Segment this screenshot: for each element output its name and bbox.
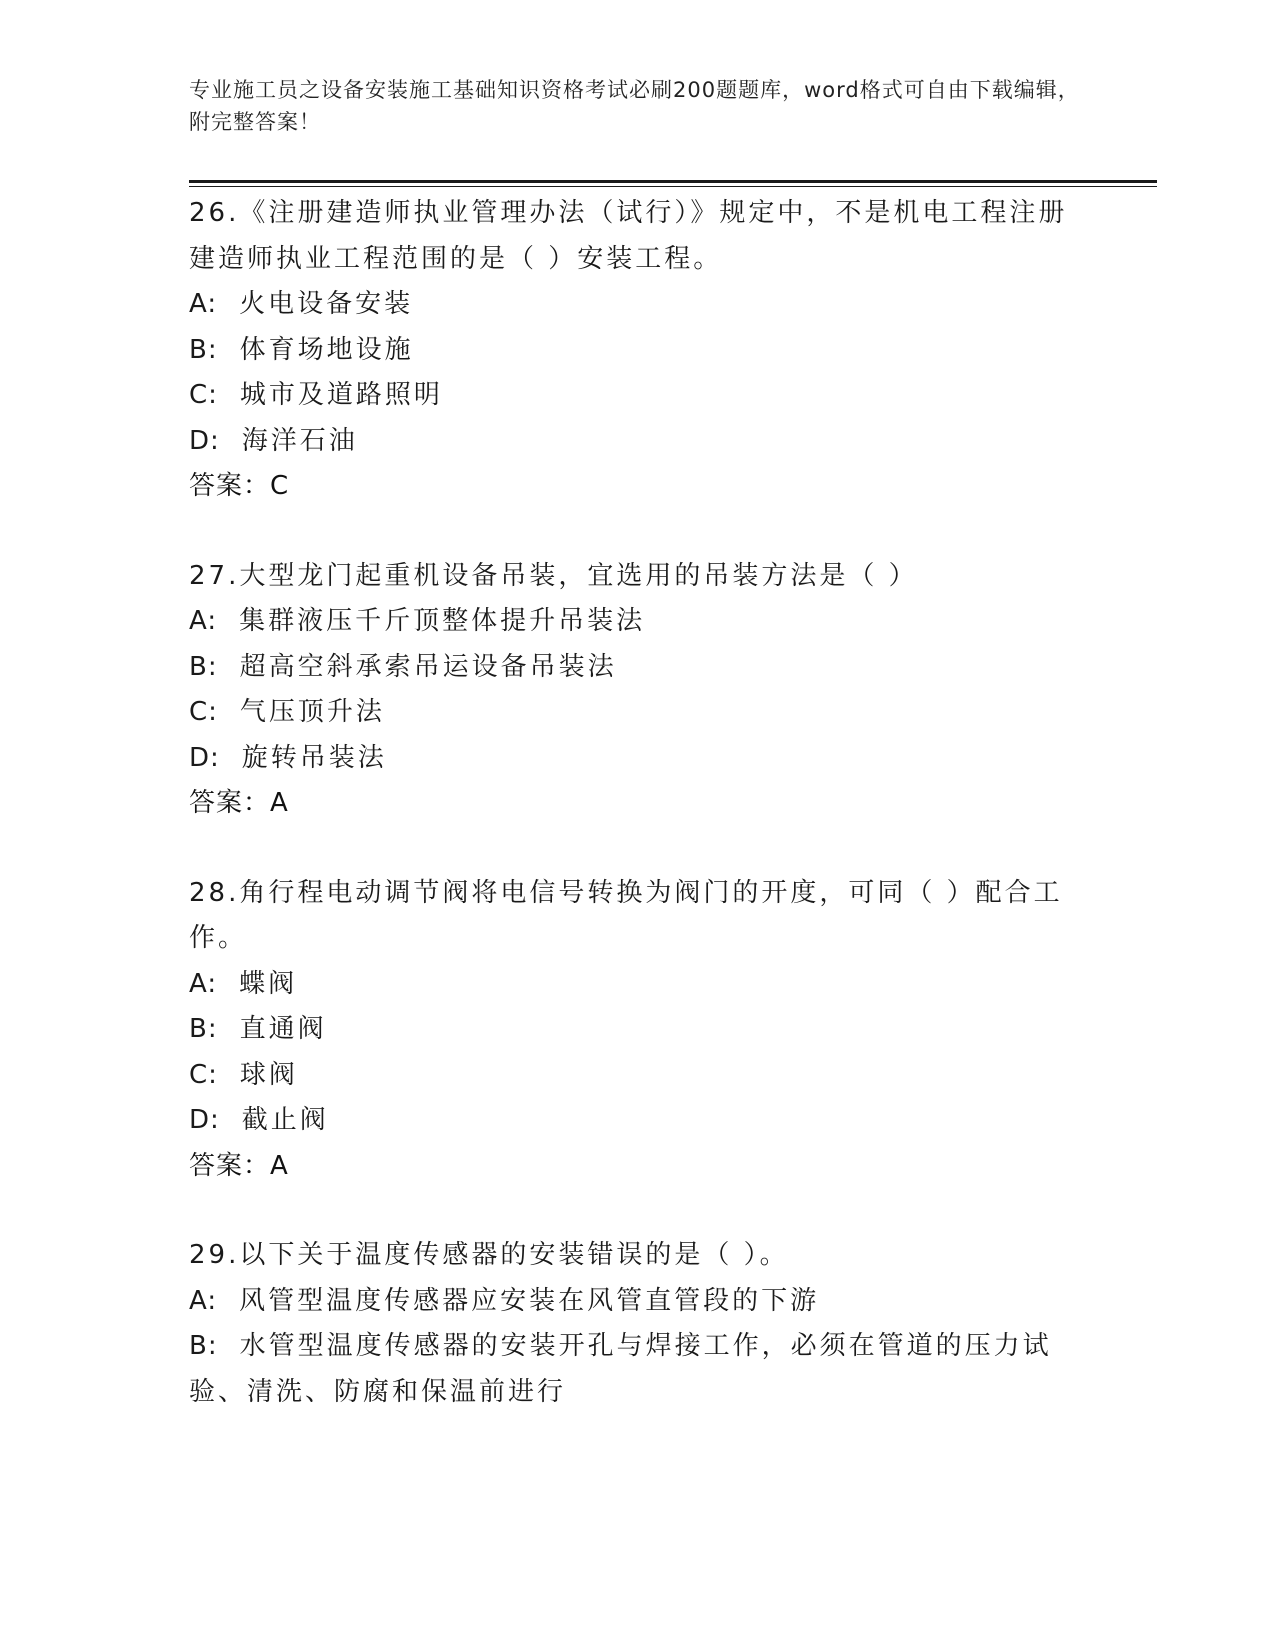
question-stem: 28.角行程电动调节阀将电信号转换为阀门的开度，可同（ ）配合工作。 (189, 877, 1063, 953)
option-c (189, 373, 1089, 419)
option-key: A: (189, 968, 218, 999)
option-key: D: (189, 742, 220, 773)
question-26 (189, 191, 1089, 510)
option-text: 超高空斜承索吊运设备吊装法 (239, 651, 617, 682)
question-stem: 26.《注册建造师执业管理办法（试行）》规定中，不是机电工程注册建造师执业工程范围的是（ ）安装工程。 (189, 198, 1068, 274)
option-key: B: (189, 334, 218, 365)
option-key: A: (189, 289, 218, 319)
option-a (189, 282, 1089, 328)
option-d (189, 1098, 1089, 1144)
option-a (189, 962, 1089, 1008)
answer-line: 答案：C (189, 471, 290, 501)
option-b (189, 1007, 1089, 1053)
option-text: 海洋石油 (241, 425, 358, 456)
option-c (189, 690, 1089, 736)
option-key: C: (189, 697, 218, 727)
question-stem: 27.大型龙门起重机设备吊装，宜选用的吊装方法是（ ） (189, 560, 918, 591)
answer-line: 答案：A (189, 788, 289, 818)
option-key: A: (189, 1285, 218, 1316)
option-c (189, 1053, 1089, 1099)
option-b (189, 645, 1089, 691)
option-key: B: (189, 1331, 218, 1361)
option-b (189, 1324, 1089, 1415)
answer-line: 答案：A (189, 1150, 289, 1181)
option-text: 风管型温度传感器应安装在风管直管段的下游 (239, 1285, 820, 1316)
option-text: 水管型温度传感器的安装开孔与焊接工作，必须在管道的压力试验、清洗、防腐和保温前进行 (189, 1331, 1052, 1407)
option-text: 体育场地设施 (239, 334, 414, 365)
option-b (189, 328, 1089, 374)
option-key: C: (189, 1059, 218, 1090)
option-key: D: (189, 1105, 220, 1135)
question-stem: 29.以下关于温度传感器的安装错误的是（ ）。 (189, 1240, 789, 1270)
question-27 (189, 554, 1089, 827)
header-rule-thin (189, 186, 1157, 187)
option-text: 直通阀 (239, 1014, 327, 1044)
option-text: 火电设备安装 (239, 289, 414, 319)
option-a (189, 1279, 1089, 1325)
document-header: 专业施工员之设备安装施工基础知识资格考试必刷200题题库，word格式可自由下载编辑，附完整答案！ (189, 78, 1080, 134)
option-key: A: (189, 606, 218, 636)
option-text: 球阀 (239, 1059, 298, 1090)
option-text: 截止阀 (241, 1105, 329, 1135)
option-key: C: (189, 380, 218, 410)
option-text: 蝶阀 (239, 968, 298, 999)
question-list (189, 191, 1089, 1459)
option-text: 集群液压千斤顶整体提升吊装法 (239, 606, 646, 636)
option-text: 旋转吊装法 (241, 742, 387, 773)
option-text: 气压顶升法 (239, 697, 385, 727)
option-key: B: (189, 1014, 218, 1044)
question-29 (189, 1233, 1089, 1415)
option-text: 城市及道路照明 (239, 380, 443, 410)
option-a (189, 599, 1089, 645)
option-d (189, 419, 1089, 465)
option-d (189, 736, 1089, 782)
question-28 (189, 871, 1089, 1190)
option-key: B: (189, 651, 218, 682)
option-key: D: (189, 425, 220, 456)
header-rule-thick (189, 180, 1157, 183)
